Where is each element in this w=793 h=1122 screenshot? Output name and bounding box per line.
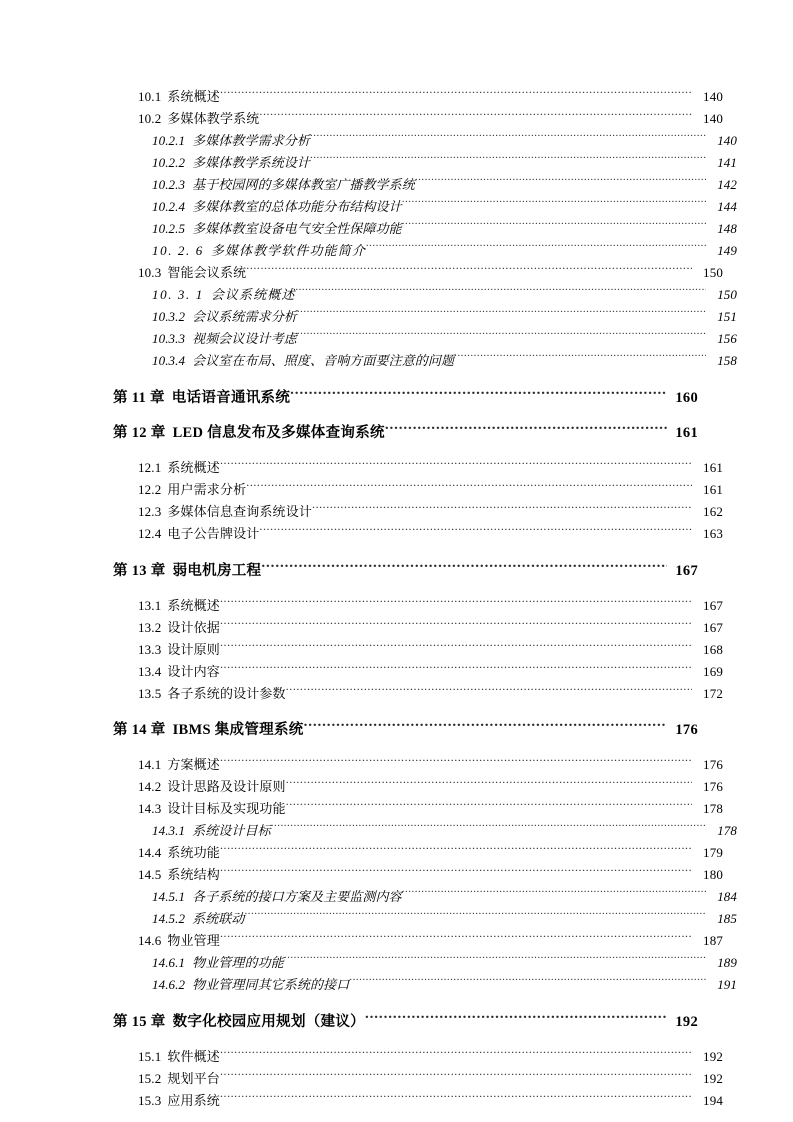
toc-entry-number: 13.3 [138, 641, 162, 657]
toc-entry-number: 10.2.1 [152, 133, 186, 148]
toc-entry[interactable] [113, 720, 698, 741]
toc-entry-title: 多媒体教室的总体功能分布结构设计 [192, 199, 402, 214]
toc-entry[interactable] [138, 501, 723, 523]
toc-entry[interactable] [138, 661, 723, 683]
toc-entry-title: 设计目标及实现功能 [167, 801, 286, 816]
toc-entry-number: 14.5 [138, 867, 162, 882]
toc-entry-number: 10.3.4 [152, 353, 186, 368]
toc-leader-dots [220, 1092, 692, 1105]
toc-entry-page-number: 161 [675, 425, 698, 441]
toc-leader-dots [271, 822, 706, 835]
toc-leader-dots [220, 756, 692, 769]
toc-leader-dots [286, 800, 692, 813]
toc-entry[interactable] [152, 240, 737, 262]
toc-entry-page-number: 176 [703, 779, 723, 794]
toc-entry-title: 会议室在布局、照度、音响方面要注意的问题 [192, 353, 455, 368]
toc-entry[interactable] [138, 108, 723, 130]
toc-entry-title: 多媒体教学系统设计 [192, 155, 311, 170]
toc-entry-page-number: 149 [717, 243, 737, 258]
toc-entry-title: 多媒体教室设备电气安全性保障功能 [192, 221, 402, 236]
toc-entry-number: 10.2.5 [152, 221, 186, 236]
toc-entry-title: 软件概述 [167, 1048, 220, 1064]
toc-entry-page-number: 172 [703, 685, 723, 701]
toc-entry[interactable] [152, 820, 737, 842]
toc-entry-title: 方案概述 [167, 757, 220, 772]
toc-entry-title: 系统结构 [167, 867, 220, 882]
toc-entry-number: 第 11 章 [113, 389, 165, 406]
toc-entry-title: 设计内容 [167, 663, 220, 679]
toc-entry-title: 电话语音通讯系统 [171, 389, 291, 406]
toc-entry-page-number: 168 [703, 641, 723, 657]
toc-entry[interactable] [152, 196, 737, 218]
toc-leader-dots [402, 220, 706, 233]
toc-leader-dots [295, 286, 706, 299]
toc-entry[interactable] [152, 908, 737, 930]
toc-entry-title: 用户需求分析 [167, 482, 247, 497]
toc-entry[interactable] [152, 152, 737, 174]
toc-entry-number: 14.6.1 [152, 955, 186, 970]
toc-entry-title: 系统功能 [167, 845, 220, 860]
toc-entry-page-number: 150 [717, 287, 737, 302]
toc-leader-dots [220, 932, 692, 945]
toc-entry-number: 10. 2. 6 [152, 243, 204, 258]
toc-entry[interactable] [138, 754, 723, 776]
toc-entry-title: 应用系统 [167, 1092, 220, 1108]
toc-entry-page-number: 179 [703, 845, 723, 860]
toc-entry-title: 设计依据 [167, 619, 220, 635]
toc-entry-page-number: 162 [703, 504, 723, 519]
toc-entry-page-number: 192 [703, 1048, 723, 1064]
toc-leader-dots [220, 1048, 692, 1061]
toc-leader-dots [259, 525, 692, 538]
toc-entry-page-number: 161 [703, 460, 723, 475]
toc-entry-page-number: 184 [717, 889, 737, 904]
toc-entry[interactable] [113, 1011, 698, 1032]
toc-entry-title: 系统概述 [167, 597, 220, 613]
toc-entry[interactable] [113, 423, 698, 444]
toc-entry[interactable] [138, 457, 723, 479]
toc-entry[interactable] [138, 683, 723, 705]
toc-entry-number: 10.3.2 [152, 309, 186, 324]
toc-entry[interactable] [152, 174, 737, 196]
toc-entry-number: 10.1 [138, 89, 162, 104]
toc-entry-number: 12.2 [138, 482, 162, 497]
toc-leader-dots [290, 387, 667, 402]
toc-entry-title: 各子系统的接口方案及主要监测内容 [192, 889, 402, 904]
toc-leader-dots [415, 176, 706, 189]
toc-entry[interactable] [152, 974, 737, 996]
toc-entry[interactable] [152, 306, 737, 328]
toc-leader-dots [286, 778, 692, 791]
toc-entry-list [108, 86, 737, 1112]
toc-leader-dots [246, 481, 692, 494]
toc-entry[interactable] [138, 595, 723, 617]
toc-leader-dots [286, 685, 692, 698]
toc-entry-number: 10.2.3 [152, 177, 186, 192]
toc-entry-title: 系统概述 [167, 460, 220, 475]
toc-leader-dots [454, 352, 706, 365]
toc-leader-dots [310, 154, 706, 167]
toc-leader-dots [365, 1011, 667, 1026]
toc-entry-number: 第 13 章 [113, 562, 166, 579]
toc-leader-dots [402, 888, 706, 901]
toc-entry-number: 第 12 章 [113, 425, 166, 441]
toc-entry-page-number: 176 [703, 757, 723, 772]
toc-entry-title: 各子系统的设计参数 [167, 685, 286, 701]
toc-entry-title: 系统概述 [167, 89, 220, 104]
toc-entry[interactable] [152, 350, 737, 372]
toc-entry-number: 12.3 [138, 504, 162, 519]
toc-entry-page-number: 185 [717, 911, 737, 926]
toc-entry[interactable] [138, 617, 723, 639]
toc-entry[interactable] [138, 864, 723, 886]
toc-entry-page-number: 189 [717, 955, 737, 970]
toc-entry-page-number: 148 [717, 221, 737, 236]
toc-entry-page-number: 163 [703, 526, 723, 541]
toc-entry-title: 规划平台 [167, 1070, 220, 1086]
toc-entry-title: IBMS 集成管理系统 [172, 722, 304, 738]
toc-entry-page-number: 158 [717, 353, 737, 368]
toc-entry-number: 10.2.2 [152, 155, 186, 170]
toc-entry[interactable] [138, 930, 723, 952]
toc-entry-page-number: 167 [703, 619, 723, 635]
toc-entry-number: 14.6.2 [152, 977, 186, 992]
toc-leader-dots [304, 720, 667, 735]
toc-entry[interactable] [138, 262, 723, 284]
toc-entry-title: 多媒体信息查询系统设计 [167, 504, 313, 519]
toc-entry-title: 系统联动 [192, 911, 245, 926]
toc-entry-page-number: 180 [703, 867, 723, 882]
toc-leader-dots [220, 88, 692, 101]
toc-entry-title: 设计原则 [167, 641, 220, 657]
toc-entry[interactable] [138, 1090, 723, 1112]
toc-entry-number: 10.3 [138, 265, 162, 280]
toc-entry-page-number: 156 [717, 331, 737, 346]
toc-entry-number: 14.1 [138, 757, 162, 772]
toc-entry-page-number: 140 [717, 133, 737, 148]
toc-entry-page-number: 178 [717, 823, 737, 838]
toc-entry[interactable] [113, 560, 698, 581]
toc-entry[interactable] [138, 842, 723, 864]
toc-entry[interactable] [138, 798, 723, 820]
toc-entry-number: 14.6 [138, 933, 162, 948]
toc-entry-title: 物业管理 [167, 933, 220, 948]
toc-leader-dots [245, 910, 706, 923]
toc-entry-page-number: 144 [717, 199, 737, 214]
toc-leader-dots [297, 330, 706, 343]
toc-leader-dots [220, 619, 692, 632]
toc-leader-dots [246, 264, 692, 277]
toc-entry[interactable] [152, 284, 737, 306]
toc-entry-page-number: 178 [703, 801, 723, 816]
toc-entry-page-number: 142 [717, 177, 737, 192]
toc-entry[interactable] [138, 523, 723, 545]
toc-entry-title: 视频会议设计考虑 [192, 331, 297, 346]
toc-entry-title: 多媒体教学系统 [167, 111, 260, 126]
toc-leader-dots [349, 976, 706, 989]
toc-entry-page-number: 151 [717, 309, 737, 324]
toc-entry-title: 系统设计目标 [192, 823, 271, 838]
toc-entry-page-number: 140 [703, 111, 723, 126]
toc-entry-number: 10. 3. 1 [152, 287, 204, 302]
toc-entry-title: 设计思路及设计原则 [167, 779, 286, 794]
toc-entry[interactable] [138, 1068, 723, 1090]
toc-entry-number: 第 15 章 [113, 1013, 166, 1030]
toc-entry-title: 智能会议系统 [167, 265, 247, 280]
toc-leader-dots [220, 866, 692, 879]
toc-entry-title: LED 信息发布及多媒体查询系统 [172, 425, 385, 441]
toc-entry-title: 弱电机房工程 [172, 562, 262, 579]
toc-entry[interactable] [138, 639, 723, 661]
toc-entry-number: 14.2 [138, 779, 162, 794]
toc-entry[interactable] [138, 776, 723, 798]
toc-entry-number: 13.2 [138, 619, 162, 635]
toc-entry-page-number: 167 [703, 597, 723, 613]
toc-leader-dots [284, 954, 706, 967]
toc-entry-number: 13.5 [138, 685, 162, 701]
toc-entry-page-number: 167 [675, 562, 698, 579]
toc-entry-title: 物业管理同其它系统的接口 [192, 977, 350, 992]
toc-entry-number: 12.1 [138, 460, 162, 475]
toc-entry-number: 13.1 [138, 597, 162, 613]
toc-leader-dots [261, 560, 667, 575]
toc-entry-page-number: 194 [703, 1092, 723, 1108]
toc-entry[interactable] [138, 1046, 723, 1068]
toc-leader-dots [220, 641, 692, 654]
toc-entry-number: 14.5.1 [152, 889, 186, 904]
toc-entry-title: 多媒体教学软件功能简介 [210, 243, 366, 258]
toc-entry-number: 14.4 [138, 845, 162, 860]
toc-entry-number: 10.2 [138, 111, 162, 126]
toc-leader-dots [220, 663, 692, 676]
toc-leader-dots [310, 132, 706, 145]
toc-entry-number: 13.4 [138, 663, 162, 679]
toc-entry-page-number: 187 [703, 933, 723, 948]
toc-entry[interactable] [152, 130, 737, 152]
toc-entry-page-number: 160 [675, 389, 698, 406]
toc-entry-title: 电子公告牌设计 [167, 526, 260, 541]
toc-entry-page-number: 161 [703, 482, 723, 497]
toc-leader-dots [402, 198, 706, 211]
toc-entry-title: 基于校园网的多媒体教室广播教学系统 [192, 177, 415, 192]
toc-entry-page-number: 192 [703, 1070, 723, 1086]
toc-entry[interactable] [152, 886, 737, 908]
toc-entry-number: 14.3.1 [152, 823, 186, 838]
toc-entry[interactable] [138, 86, 723, 108]
toc-leader-dots [220, 1070, 692, 1083]
toc-entry[interactable] [152, 218, 737, 240]
toc-leader-dots [220, 597, 692, 610]
toc-entry-page-number: 150 [703, 265, 723, 280]
toc-entry-number: 14.3 [138, 801, 162, 816]
toc-entry-number: 10.3.3 [152, 331, 186, 346]
toc-entry-page-number: 141 [717, 155, 737, 170]
toc-entry[interactable] [152, 328, 737, 350]
toc-entry-title: 多媒体教学需求分析 [192, 133, 311, 148]
toc-leader-dots [297, 308, 706, 321]
toc-entry-page-number: 191 [717, 977, 737, 992]
toc-leader-dots [259, 110, 692, 123]
toc-entry-title: 会议系统概述 [210, 287, 296, 302]
toc-entry-page-number: 169 [703, 663, 723, 679]
toc-leader-dots [220, 844, 692, 857]
toc-entry-title: 物业管理的功能 [192, 955, 284, 970]
toc-entry-number: 12.4 [138, 526, 162, 541]
toc-leader-dots [220, 459, 692, 472]
toc-entry[interactable] [152, 952, 737, 974]
toc-entry-number: 第 14 章 [113, 722, 166, 738]
toc-entry-title: 数字化校园应用规划（建议） [172, 1013, 365, 1030]
toc-entry-number: 15.2 [138, 1070, 162, 1086]
toc-entry-page-number: 140 [703, 89, 723, 104]
toc-entry-title: 会议系统需求分析 [192, 309, 297, 324]
toc-leader-dots [385, 423, 667, 438]
toc-entry-number: 10.2.4 [152, 199, 186, 214]
toc-entry-number: 14.5.2 [152, 911, 186, 926]
toc-entry-number: 15.3 [138, 1092, 162, 1108]
toc-entry-page-number: 192 [675, 1013, 698, 1030]
toc-entry-number: 15.1 [138, 1048, 162, 1064]
toc-leader-dots [366, 242, 706, 255]
toc-entry[interactable] [138, 479, 723, 501]
toc-leader-dots [312, 503, 692, 516]
toc-entry-page-number: 176 [675, 722, 698, 738]
toc-entry[interactable] [113, 387, 698, 408]
